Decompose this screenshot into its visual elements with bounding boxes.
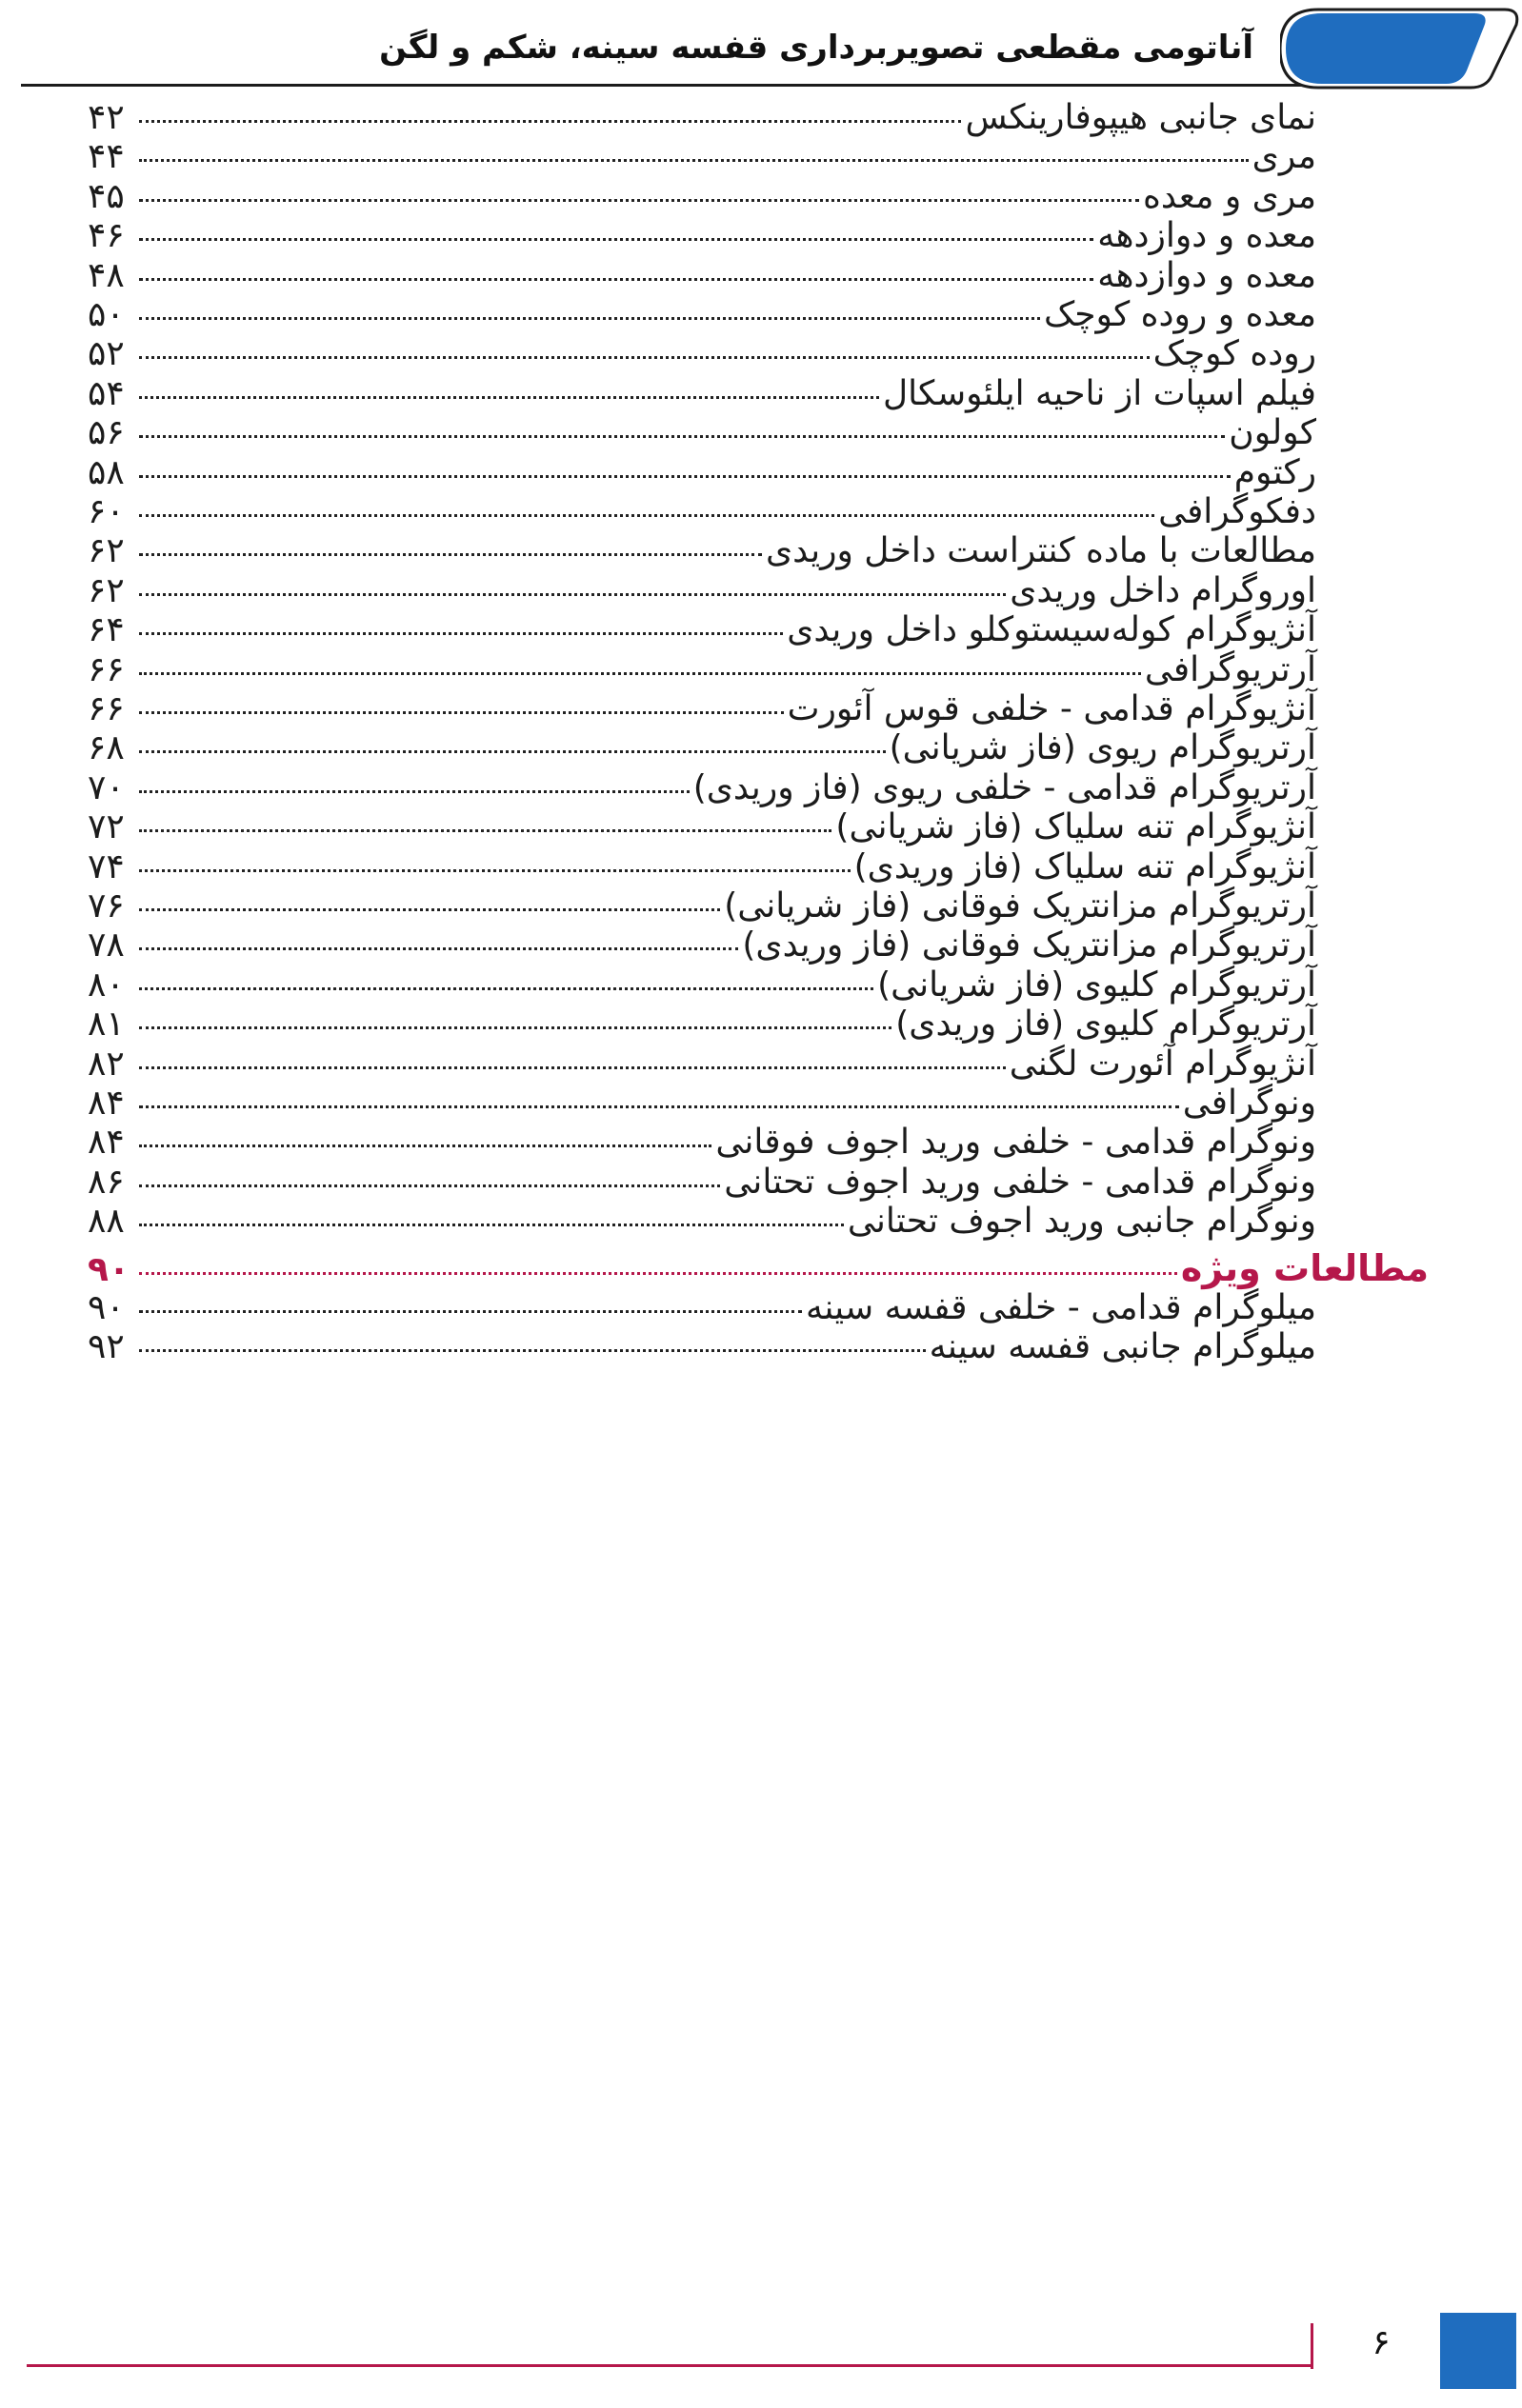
toc-entry-page: ۶۲ [88, 531, 125, 571]
toc-entry-title: آرتریوگرام ریوی (فاز شریانی) [889, 728, 1316, 768]
toc-dot-leader [139, 1224, 844, 1226]
toc-dot-leader [139, 159, 1249, 162]
toc-entry-page: ۴۲ [88, 98, 125, 137]
toc-entry-title: آنژیوگرام قدامی - خلفی قوس آئورت [787, 689, 1316, 728]
toc-dot-leader [139, 317, 1040, 320]
toc-entry-title: ونوگرافی [1182, 1084, 1316, 1123]
toc-entry-page: ۷۲ [88, 807, 125, 847]
footer-rule-tick [1311, 2323, 1313, 2369]
toc-section-page: ۹۰ [88, 1249, 130, 1289]
toc-dot-leader [139, 435, 1225, 438]
toc-entry-title: معده و روده کوچک [1044, 295, 1316, 334]
toc-entry-page: ۷۶ [88, 886, 125, 925]
toc-dot-leader [139, 908, 720, 911]
toc-entry-title: مطالعات با ماده کنتراست داخل وریدی [766, 531, 1316, 571]
toc-entry-title: کولون [1229, 413, 1316, 453]
toc-entry-page: ۸۴ [88, 1084, 125, 1123]
toc-dot-leader [139, 514, 1154, 517]
header-tab-shape [1280, 8, 1522, 90]
toc-dot-leader [139, 1026, 891, 1029]
toc-entry-page: ۶۶ [88, 649, 125, 689]
page-header [0, 0, 1522, 90]
toc-entry-page: ۷۸ [88, 925, 125, 965]
toc-entry-page: ۸۴ [88, 1123, 125, 1163]
toc-section-title: مطالعات ویژه [1180, 1246, 1429, 1289]
toc-dot-leader [139, 829, 831, 832]
toc-entry-title: آنژیوگرام آئورت لگنی [1009, 1044, 1316, 1084]
toc-entry-page: ۵۸ [88, 452, 125, 492]
toc-entry-page: ۶۲ [88, 570, 125, 610]
toc-entry-title: آرتریوگرام مزانتریک فوقانی (فاز وریدی) [742, 925, 1316, 965]
toc-entry-page: ۸۸ [88, 1202, 125, 1242]
toc-entry-title: معده و دوازدهه [1097, 216, 1316, 256]
toc-entry-title: آنژیوگرام تنه سلیاک (فاز وریدی) [853, 846, 1316, 886]
toc-entry-page: ۴۸ [88, 255, 125, 295]
toc-entry-title: ونوگرام قدامی - خلفی ورید اجوف تحتانی [724, 1162, 1316, 1202]
toc-entry-title: اوروگرام داخل وریدی [1010, 570, 1316, 610]
toc-entry-title: آنژیوگرام تنه سلیاک (فاز شریانی) [835, 807, 1316, 847]
toc-entry-page: ۴۵ [88, 176, 125, 216]
toc-entry-title: میلوگرام جانبی قفسه سینه [929, 1327, 1316, 1367]
toc-entry-title: مری [1252, 137, 1316, 177]
toc-entry-title: فیلم اسپات از ناحیه ایلئوسکال [883, 373, 1316, 413]
toc-dot-leader [139, 632, 783, 635]
toc-dot-leader [139, 1105, 1179, 1108]
toc-entry-page: ۶۸ [88, 728, 125, 768]
toc-entry-page: ۵۴ [88, 373, 125, 413]
toc-entry-page: ۸۰ [88, 965, 125, 1005]
toc-dot-leader [139, 396, 879, 399]
toc-dot-leader [139, 947, 738, 950]
toc-dot-leader [139, 1184, 720, 1187]
toc-entry-title: آرتریوگرام مزانتریک فوقانی (فاز شریانی) [724, 886, 1316, 925]
toc-dot-leader [139, 790, 690, 793]
toc-entry-title: نمای جانبی هیپوفارینکس [965, 98, 1316, 137]
toc-dot-leader [139, 1144, 711, 1147]
toc-entry-title: مری و معده [1142, 176, 1316, 216]
toc-entry-title: میلوگرام قدامی - خلفی قفسه سینه [806, 1288, 1316, 1327]
toc-dot-leader [139, 1349, 926, 1352]
toc-dot-leader [139, 672, 1141, 675]
footer-color-block [1440, 2313, 1516, 2389]
toc-entry-page: ۵۲ [88, 334, 125, 374]
toc-entry-title: ونوگرام قدامی - خلفی ورید اجوف فوقانی [715, 1123, 1316, 1163]
footer-rule [27, 2364, 1311, 2367]
toc-entry-page: ۸۱ [88, 1005, 125, 1045]
toc-entry-title: آرتریوگرام کلیوی (فاز شریانی) [877, 965, 1316, 1005]
toc-entry-page: ۴۶ [88, 216, 125, 256]
header-rule [21, 84, 1307, 87]
toc-dot-leader [139, 238, 1093, 241]
toc-entry-page: ۶۰ [88, 492, 125, 531]
toc-entry-title: آرتریوگرام قدامی - خلفی ریوی (فاز وریدی) [692, 767, 1316, 807]
toc-dot-leader [139, 711, 784, 714]
toc-entry-title: ونوگرام جانبی ورید اجوف تحتانی [847, 1202, 1316, 1242]
toc-entry-page: ۴۴ [88, 137, 125, 177]
page-number: ۶ [1372, 2323, 1391, 2362]
toc-entry-page: ۷۴ [88, 846, 125, 886]
toc-entry-title: آرتریوگرافی [1144, 649, 1316, 689]
toc-entry-page: ۸۲ [88, 1044, 125, 1084]
toc-dot-leader [139, 553, 762, 556]
toc-dot-leader [139, 593, 1006, 596]
toc-entry-title: معده و دوازدهه [1097, 255, 1316, 295]
toc-entry-title: آرتریوگرام کلیوی (فاز وریدی) [895, 1005, 1316, 1045]
toc-entry-title: آنژیوگرام کوله‌سیستوکلو داخل وریدی [787, 610, 1316, 650]
toc-dot-leader [139, 199, 1139, 202]
book-title: آناتومی مقطعی تصویربرداری قفسه سینه، شکم و لگن [379, 29, 1253, 67]
toc-entry-page: ۶۶ [88, 689, 125, 728]
toc-entry-page: ۹۲ [88, 1327, 125, 1367]
toc-dot-leader [139, 987, 873, 990]
toc-dot-leader [139, 1310, 802, 1313]
toc-entry-page: ۵۰ [88, 295, 125, 334]
toc-entry-page: ۵۶ [88, 413, 125, 453]
toc-entry-page: ۸۶ [88, 1162, 125, 1202]
toc-entry-title: رکتوم [1233, 452, 1316, 492]
toc-entry-page: ۹۰ [88, 1288, 125, 1327]
toc-dot-leader [139, 750, 886, 753]
toc-entry-page: ۷۰ [88, 767, 125, 807]
toc-dot-leader [139, 278, 1093, 281]
toc-dot-leader [139, 475, 1231, 478]
toc-entry-title: روده کوچک [1152, 334, 1316, 374]
toc-entry-title: دفکوگرافی [1158, 492, 1316, 531]
toc-dot-leader [139, 1066, 1006, 1069]
toc-entry[interactable] [88, 1327, 1316, 1390]
toc-dot-leader [139, 120, 961, 123]
toc-dot-leader [139, 869, 851, 872]
toc-dot-leader [139, 1272, 1177, 1275]
toc-entry-page: ۶۴ [88, 610, 125, 650]
toc-dot-leader [139, 356, 1150, 359]
